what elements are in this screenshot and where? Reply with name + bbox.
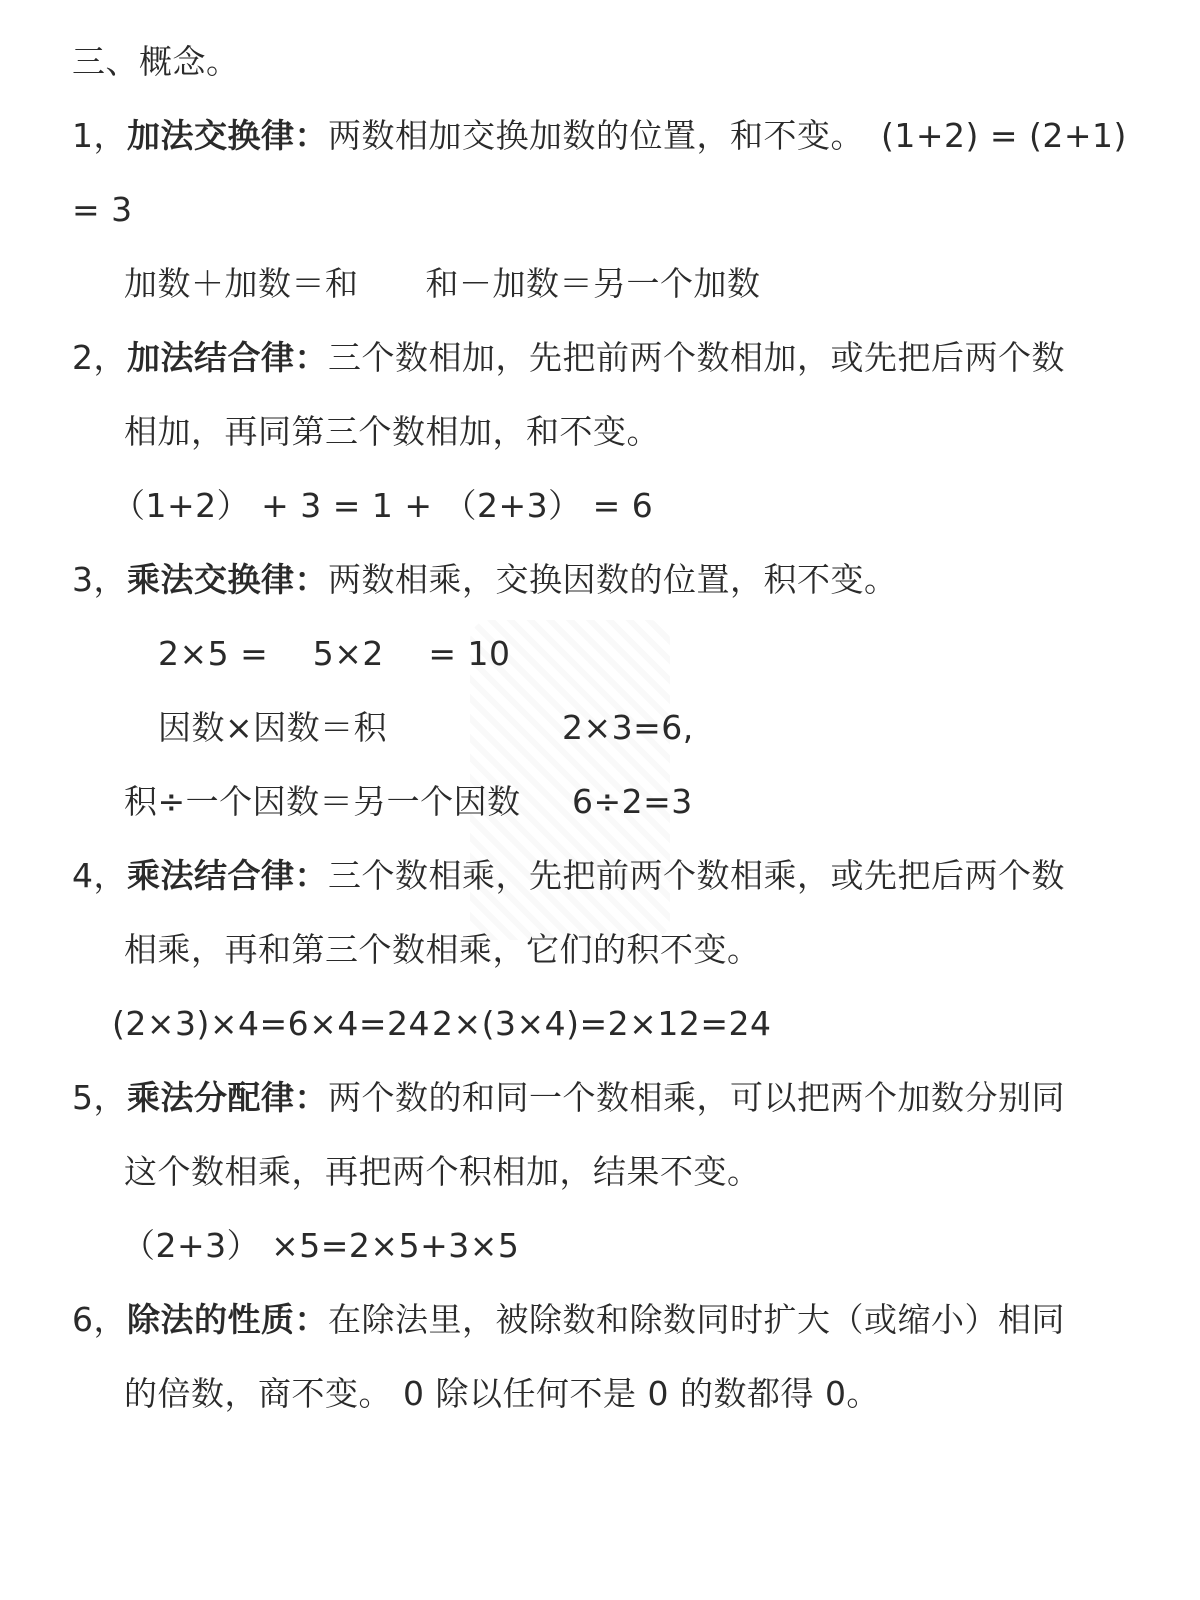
item-4-number: 4，	[72, 856, 127, 895]
item-1-line-2: = 3	[72, 190, 133, 229]
item-3-title: 乘法交换律：	[127, 560, 328, 599]
item-1-description: 两数相加交换加数的位置，和不变。 (1+2) = (2+1)	[328, 116, 1127, 155]
item-5-number: 5，	[72, 1078, 127, 1117]
item-3-description: 两数相乘，交换因数的位置，积不变。	[328, 560, 898, 599]
item-5-line-1	[72, 1078, 1065, 1118]
item-5-title: 乘法分配律：	[127, 1078, 328, 1117]
item-1-line-1	[72, 116, 1127, 156]
item-4-example-1: (2×3)×4=6×4=24	[112, 1004, 430, 1043]
item-4-line-2: 相乘，再和第三个数相乘，它们的积不变。	[124, 930, 761, 969]
item-2-number: 2，	[72, 338, 127, 377]
item-1-formula: 加数＋加数＝和 和－加数＝另一个加数	[124, 264, 761, 303]
item-6-title: 除法的性质：	[127, 1300, 328, 1339]
section-title: 三、概念。	[72, 42, 240, 81]
item-3-example-2: 2×3=6,	[562, 708, 694, 747]
item-5-line-2: 这个数相乘，再把两个积相加，结果不变。	[124, 1152, 761, 1191]
item-5-example: （2+3） ×5=2×5+3×5	[122, 1226, 520, 1265]
item-2-line-2: 相加，再同第三个数相加，和不变。	[124, 412, 660, 451]
item-2-description: 三个数相加，先把前两个数相加，或先把后两个数	[328, 338, 1065, 377]
item-6-description: 在除法里，被除数和除数同时扩大（或缩小）相同	[328, 1300, 1065, 1339]
item-6-line-1	[72, 1300, 1065, 1340]
item-6-number: 6，	[72, 1300, 127, 1339]
item-3-line-1	[72, 560, 898, 600]
item-2-line-1	[72, 338, 1065, 378]
item-3-example-3: 6÷2=3	[572, 782, 693, 821]
item-4-title: 乘法结合律：	[127, 856, 328, 895]
item-4-example-2: 2×(3×4)=2×12=24	[432, 1004, 772, 1043]
item-4-description: 三个数相乘，先把前两个数相乘，或先把后两个数	[328, 856, 1065, 895]
item-3-example-1: 2×5 = 5×2 = 10	[158, 634, 511, 673]
item-6-line-2: 的倍数，商不变。 0 除以任何不是 0 的数都得 0。	[124, 1374, 880, 1413]
item-2-example: （1+2） + 3 = 1 + （2+3） = 6	[112, 486, 654, 525]
item-5-description: 两个数的和同一个数相乘，可以把两个加数分别同	[328, 1078, 1065, 1117]
item-1-number: 1，	[72, 116, 127, 155]
item-3-formula-2: 积÷一个因数＝另一个因数	[124, 782, 521, 821]
item-3-number: 3，	[72, 560, 127, 599]
item-2-title: 加法结合律：	[127, 338, 328, 377]
item-1-title: 加法交换律：	[127, 116, 328, 155]
item-3-formula-1: 因数×因数＝积	[158, 708, 388, 747]
item-4-line-1	[72, 856, 1065, 896]
